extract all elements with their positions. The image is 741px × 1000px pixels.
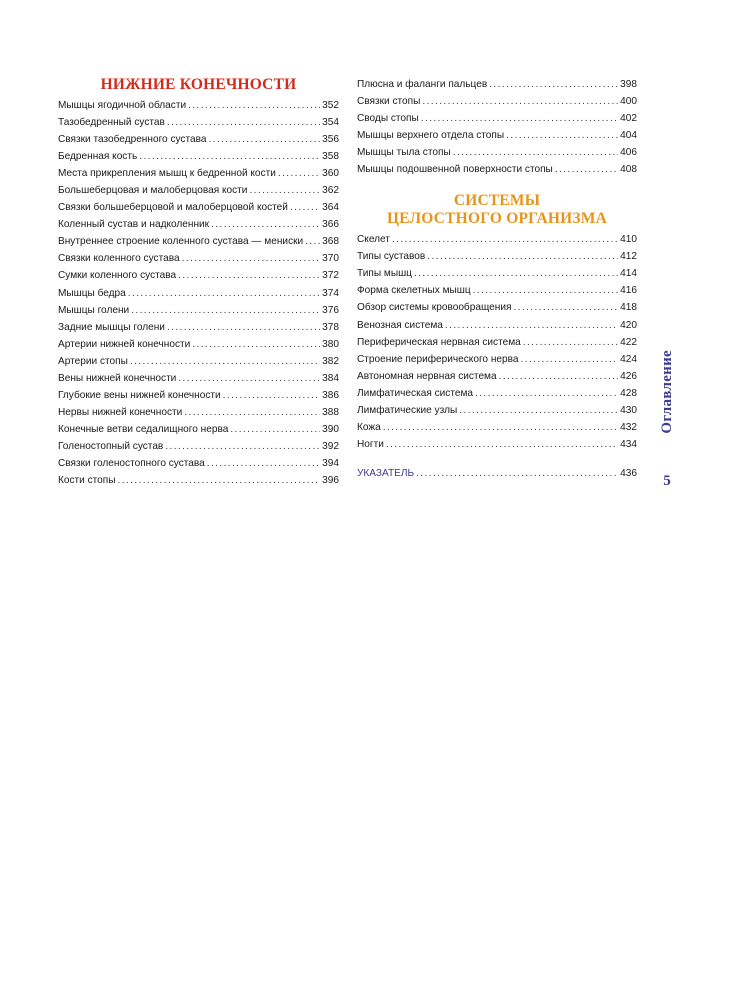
toc-entry-title: Мышцы ягодичной области bbox=[58, 100, 187, 111]
toc-entry-page: 430 bbox=[620, 404, 637, 416]
toc-entry-page: 404 bbox=[620, 130, 637, 142]
toc-entry-page: 426 bbox=[620, 370, 637, 382]
toc-entry-page: 366 bbox=[322, 219, 339, 231]
toc-entry-title: Места прикрепления мышц к бедренной кости bbox=[58, 168, 276, 180]
toc-entry-page: 362 bbox=[322, 185, 339, 197]
dot-leader bbox=[131, 302, 320, 319]
toc-entry[interactable] bbox=[58, 165, 339, 182]
toc-entry-page: 422 bbox=[620, 336, 637, 348]
dot-leader bbox=[473, 282, 618, 299]
toc-entry[interactable] bbox=[357, 436, 637, 453]
toc-entry[interactable] bbox=[357, 231, 637, 248]
toc-entry-title: Периферическая нервная система bbox=[357, 336, 521, 348]
toc-entry-title: Типы суставов bbox=[357, 251, 426, 263]
dot-leader bbox=[167, 114, 320, 131]
toc-entry-title: Плюсна и фаланги пальцев bbox=[357, 79, 488, 90]
toc-entry-title: Артерии нижней конечности bbox=[58, 338, 191, 350]
toc-entry[interactable] bbox=[58, 336, 339, 353]
dot-leader bbox=[459, 402, 618, 419]
toc-entry-title: Кожа bbox=[357, 421, 381, 433]
toc-entry[interactable] bbox=[58, 285, 339, 302]
toc-entry-title: Глубокие вены нижней конечности bbox=[58, 389, 221, 401]
toc-entry-page: 356 bbox=[322, 134, 339, 146]
toc-entry-page: 434 bbox=[620, 438, 637, 450]
toc-entry-page: 420 bbox=[620, 319, 637, 331]
side-tab-title: Оглавление bbox=[658, 350, 675, 434]
dot-leader bbox=[182, 250, 321, 267]
toc-entry-page: 408 bbox=[620, 164, 637, 176]
toc-entry[interactable] bbox=[58, 199, 339, 216]
toc-entry-page: 402 bbox=[620, 113, 637, 125]
toc-entry-title: Лимфатическая система bbox=[357, 387, 474, 399]
toc-entry[interactable] bbox=[58, 114, 339, 131]
toc-entry-title: Артерии стопы bbox=[58, 355, 128, 367]
dot-leader bbox=[475, 385, 618, 402]
toc-entry-page: 354 bbox=[322, 117, 339, 129]
toc-entry-title: Бедренная кость bbox=[58, 151, 138, 163]
dot-leader bbox=[305, 233, 320, 250]
toc-entry[interactable] bbox=[58, 319, 339, 336]
toc-entry-title: Тазобедренный сустав bbox=[58, 117, 165, 129]
dot-leader bbox=[555, 161, 618, 178]
dot-leader bbox=[178, 370, 320, 387]
toc-entry[interactable] bbox=[58, 438, 339, 455]
toc-entry-title: Кости стопы bbox=[58, 475, 116, 487]
toc-entry[interactable] bbox=[58, 131, 339, 148]
toc-entry[interactable] bbox=[357, 144, 637, 161]
toc-entry-page: 378 bbox=[322, 321, 339, 333]
toc-entry[interactable] bbox=[58, 370, 339, 387]
toc-list-lower-limbs bbox=[58, 97, 339, 489]
toc-entry-page: 392 bbox=[322, 440, 339, 452]
toc-entry-title: Скелет bbox=[357, 234, 390, 246]
dot-leader bbox=[513, 299, 618, 316]
dot-leader bbox=[118, 472, 321, 489]
toc-entry[interactable] bbox=[357, 419, 637, 436]
toc-entry[interactable] bbox=[58, 302, 339, 319]
toc-entry-index[interactable] bbox=[357, 465, 637, 482]
toc-list-foot bbox=[357, 76, 637, 178]
toc-entry-title: Обзор системы кровообращения bbox=[357, 302, 512, 314]
dot-leader bbox=[130, 353, 320, 370]
section-heading-body-systems bbox=[357, 192, 637, 228]
page-number: 5 bbox=[663, 473, 671, 489]
toc-entry-title: Строение периферического нерва bbox=[357, 353, 519, 365]
left-column bbox=[58, 76, 339, 489]
toc-entry-title: Связки тазобедренного сустава bbox=[58, 134, 207, 146]
toc-entry-page: 352 bbox=[322, 100, 339, 111]
toc-entry[interactable] bbox=[58, 250, 339, 267]
toc-entry-page: 372 bbox=[322, 270, 339, 282]
dot-leader bbox=[139, 148, 320, 165]
section-heading-line2: ЦЕЛОСТНОГО ОРГАНИЗМА bbox=[386, 210, 608, 228]
dot-leader bbox=[506, 127, 618, 144]
toc-entry-title: Ногти bbox=[357, 438, 384, 450]
toc-entry[interactable] bbox=[58, 404, 339, 421]
dot-leader bbox=[421, 110, 618, 127]
toc-entry-page: 386 bbox=[322, 389, 339, 401]
dot-leader bbox=[422, 93, 618, 110]
side-tab bbox=[647, 350, 687, 490]
toc-entry-title: Вены нижней конечности bbox=[58, 372, 177, 384]
dot-leader bbox=[521, 351, 619, 368]
toc-entry-page: 360 bbox=[322, 168, 339, 180]
dot-leader bbox=[386, 436, 618, 453]
toc-entry-page: 374 bbox=[322, 287, 339, 299]
toc-entry-title: Типы мышц bbox=[357, 268, 412, 280]
toc-entry-title: Мышцы верхнего отдела стопы bbox=[357, 130, 505, 142]
toc-entry[interactable] bbox=[58, 216, 339, 233]
dot-leader bbox=[278, 165, 320, 182]
dot-leader bbox=[223, 387, 320, 404]
toc-entry[interactable] bbox=[357, 282, 637, 299]
toc-list-body-systems bbox=[357, 231, 637, 453]
toc-entry[interactable] bbox=[357, 248, 637, 265]
toc-entry[interactable] bbox=[58, 421, 339, 438]
toc-entry-title: Связки большеберцовой и малоберцовой костей bbox=[58, 202, 288, 214]
toc-entry-page: 396 bbox=[322, 475, 339, 487]
toc-entry[interactable] bbox=[58, 455, 339, 472]
right-column bbox=[357, 76, 637, 482]
toc-entry-page: 384 bbox=[322, 372, 339, 384]
dot-leader bbox=[392, 231, 618, 248]
toc-entry-page: 368 bbox=[322, 236, 339, 248]
toc-entry-title: Мышцы подошвенной поверхности стопы bbox=[357, 164, 553, 176]
toc-entry-title: Мышцы бедра bbox=[58, 287, 126, 299]
dot-leader bbox=[249, 182, 320, 199]
toc-entry[interactable] bbox=[357, 368, 637, 385]
toc-entry-page: 364 bbox=[322, 202, 339, 214]
toc-entry[interactable] bbox=[357, 127, 637, 144]
toc-entry-title: Форма скелетных мышц bbox=[357, 285, 471, 297]
toc-entry-page: 418 bbox=[620, 302, 637, 314]
toc-entry-page: 432 bbox=[620, 421, 637, 433]
toc-entry-title: Голеностопный сустав bbox=[58, 440, 164, 452]
toc-entry-page: 398 bbox=[620, 79, 637, 90]
dot-leader bbox=[489, 76, 618, 93]
toc-entry[interactable] bbox=[58, 182, 339, 199]
toc-entry-title: Связки голеностопного сустава bbox=[58, 457, 205, 469]
dot-leader bbox=[383, 419, 618, 436]
dot-leader bbox=[165, 438, 320, 455]
toc-entry-title: Лимфатические узлы bbox=[357, 404, 458, 416]
toc-entry[interactable] bbox=[58, 387, 339, 404]
dot-leader bbox=[128, 285, 320, 302]
dot-leader bbox=[207, 455, 320, 472]
dot-leader bbox=[178, 267, 320, 284]
toc-entry-page: 412 bbox=[620, 251, 637, 263]
toc-entry-title: Мышцы тыла стопы bbox=[357, 147, 451, 159]
toc-entry[interactable] bbox=[357, 265, 637, 282]
toc-entry-title: Автономная нервная система bbox=[357, 370, 497, 382]
toc-entry-title: Большеберцовая и малоберцовая кости bbox=[58, 185, 248, 197]
toc-entry[interactable] bbox=[357, 385, 637, 402]
toc-entry-title: УКАЗАТЕЛЬ bbox=[357, 467, 415, 479]
toc-entry-page: 370 bbox=[322, 253, 339, 265]
dot-leader bbox=[211, 216, 320, 233]
toc-entry-page: 424 bbox=[620, 353, 637, 365]
toc-entry-page: 380 bbox=[322, 338, 339, 350]
toc-entry-title: Коленный сустав и надколенник bbox=[58, 219, 210, 231]
toc-entry-title: Связки коленного сустава bbox=[58, 253, 180, 265]
toc-entry[interactable] bbox=[58, 267, 339, 284]
toc-entry-page: 428 bbox=[620, 387, 637, 399]
toc-entry[interactable] bbox=[357, 161, 637, 178]
dot-leader bbox=[416, 465, 618, 482]
toc-entry[interactable] bbox=[357, 334, 637, 351]
toc-entry[interactable] bbox=[58, 353, 339, 370]
dot-leader bbox=[184, 404, 320, 421]
toc-entry-page: 388 bbox=[322, 406, 339, 418]
dot-leader bbox=[290, 199, 320, 216]
toc-entry-page: 382 bbox=[322, 355, 339, 367]
toc-entry-title: Конечные ветви седалищного нерва bbox=[58, 423, 229, 435]
section-heading-lower-limbs: НИЖНИЕ КОНЕЧНОСТИ bbox=[100, 76, 297, 93]
toc-entry-title: Нервы нижней конечности bbox=[58, 406, 183, 418]
toc-entry-page: 400 bbox=[620, 96, 637, 108]
dot-leader bbox=[453, 144, 618, 161]
toc-entry-title: Связки стопы bbox=[357, 96, 421, 108]
dot-leader bbox=[208, 131, 320, 148]
toc-entry[interactable] bbox=[357, 76, 637, 93]
toc-entry-page: 390 bbox=[322, 423, 339, 435]
toc-entry[interactable] bbox=[357, 351, 637, 368]
toc-entry-title: Венозная система bbox=[357, 319, 443, 331]
toc-entry[interactable] bbox=[58, 233, 339, 250]
dot-leader bbox=[188, 97, 320, 114]
toc-entry-title: Мышцы голени bbox=[58, 304, 130, 316]
toc-entry[interactable] bbox=[357, 93, 637, 110]
toc-entry-page: 414 bbox=[620, 268, 637, 280]
toc-entry-page: 394 bbox=[322, 457, 339, 469]
toc-entry[interactable] bbox=[357, 402, 637, 419]
toc-entry[interactable] bbox=[357, 110, 637, 127]
toc-entry[interactable] bbox=[357, 299, 637, 316]
toc-entry[interactable] bbox=[58, 148, 339, 165]
toc-entry-page: 376 bbox=[322, 304, 339, 316]
toc-entry-title: Сумки коленного сустава bbox=[58, 270, 177, 282]
toc-entry[interactable] bbox=[58, 472, 339, 489]
dot-leader bbox=[523, 334, 618, 351]
dot-leader bbox=[192, 336, 320, 353]
toc-entry-page: 410 bbox=[620, 234, 637, 246]
toc-entry-page: 358 bbox=[322, 151, 339, 163]
dot-leader bbox=[414, 265, 618, 282]
toc-entry-title: Своды стопы bbox=[357, 113, 419, 125]
dot-leader bbox=[230, 421, 320, 438]
dot-leader bbox=[445, 317, 618, 334]
toc-entry[interactable] bbox=[58, 97, 339, 114]
toc-entry-title: Задние мышцы голени bbox=[58, 321, 165, 333]
dot-leader bbox=[427, 248, 618, 265]
toc-entry-title: Внутреннее строение коленного сустава — мениски bbox=[58, 236, 304, 248]
toc-entry-page: 436 bbox=[620, 467, 637, 479]
section-heading-line1: СИСТЕМЫ bbox=[453, 192, 541, 210]
toc-entry-page: 406 bbox=[620, 147, 637, 159]
toc-entry-page: 416 bbox=[620, 285, 637, 297]
toc-entry[interactable] bbox=[357, 317, 637, 334]
dot-leader bbox=[499, 368, 619, 385]
dot-leader bbox=[167, 319, 320, 336]
